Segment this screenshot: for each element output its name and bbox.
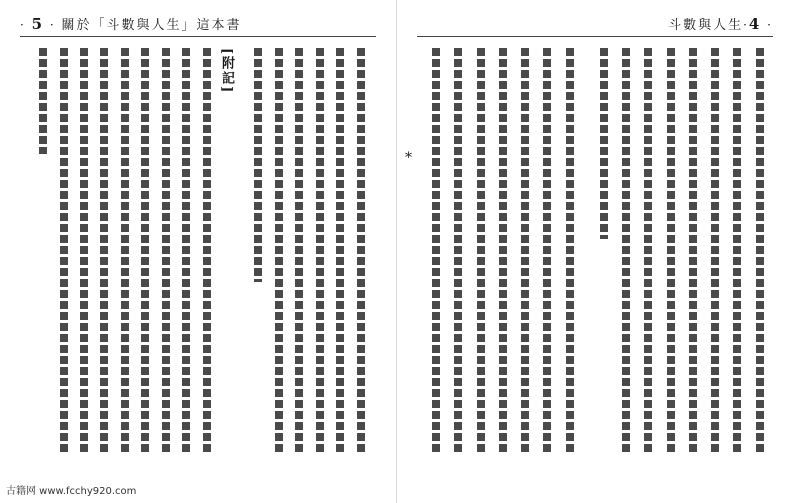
text-column (636, 48, 655, 473)
text-line (295, 48, 303, 452)
text-line (756, 48, 764, 452)
text-line (499, 48, 507, 452)
text-line (432, 48, 440, 452)
text-line (689, 48, 697, 452)
text-line (543, 48, 551, 452)
text-column (614, 48, 633, 473)
text-line (622, 48, 630, 452)
text-column (725, 48, 744, 473)
text-column (246, 48, 263, 473)
text-column (92, 48, 109, 473)
text-column (592, 48, 611, 473)
text-column (703, 48, 722, 473)
text-column (72, 48, 89, 473)
text-column (174, 48, 191, 473)
text-line (182, 48, 190, 452)
text-column (535, 48, 554, 473)
text-column (513, 48, 532, 473)
text-line (600, 48, 608, 239)
text-line (566, 48, 574, 452)
text-column (267, 48, 284, 473)
text-line (667, 48, 675, 452)
left-page (0, 0, 396, 503)
text-line (141, 48, 149, 452)
text-line (357, 48, 365, 452)
left-page-header: · 5 · 關於「斗數與人生」這本書 (20, 15, 242, 33)
text-column (446, 48, 465, 473)
text-column (349, 48, 366, 473)
text-line (454, 48, 462, 452)
watermark: 古籍网 www.fcchy920.com (6, 486, 137, 497)
column-gap (235, 48, 243, 473)
right-text-columns (421, 48, 767, 473)
text-column (681, 48, 700, 473)
text-line (60, 48, 68, 452)
left-page-number: 5 (31, 15, 45, 33)
text-line (521, 48, 529, 452)
text-column (469, 48, 488, 473)
text-column (52, 48, 69, 473)
text-column (154, 48, 171, 473)
right-header-title: 斗數與人生 (668, 18, 744, 33)
text-column (195, 48, 212, 473)
text-line (254, 48, 262, 282)
text-line (39, 48, 47, 154)
text-column (308, 48, 325, 473)
text-line (162, 48, 170, 452)
text-line (336, 48, 344, 452)
text-line (100, 48, 108, 452)
text-line (275, 48, 283, 452)
text-line (80, 48, 88, 452)
text-line (316, 48, 324, 452)
text-line (477, 48, 485, 452)
text-column (424, 48, 443, 473)
right-page-header: 斗數與人生·4 · (668, 15, 773, 33)
text-column (748, 48, 767, 473)
text-column (113, 48, 130, 473)
column-gap (580, 48, 589, 473)
text-column (659, 48, 678, 473)
text-line (203, 48, 211, 452)
text-line (121, 48, 129, 452)
right-page (397, 0, 793, 503)
text-column (491, 48, 510, 473)
text-column (558, 48, 577, 473)
right-header-rule (417, 36, 773, 37)
text-column (31, 48, 48, 473)
left-header-rule (20, 36, 376, 37)
note-heading: [附記] (219, 48, 235, 95)
right-page-number: 4 (748, 15, 762, 33)
note-heading-column (215, 48, 235, 473)
text-line (733, 48, 741, 452)
text-line (711, 48, 719, 452)
left-header-title: 關於「斗數與人生」這本書 (61, 18, 242, 33)
left-text-columns (28, 48, 366, 473)
text-line (644, 48, 652, 452)
text-column (287, 48, 304, 473)
text-column (133, 48, 150, 473)
section-marker: * (405, 150, 412, 166)
text-column (328, 48, 345, 473)
